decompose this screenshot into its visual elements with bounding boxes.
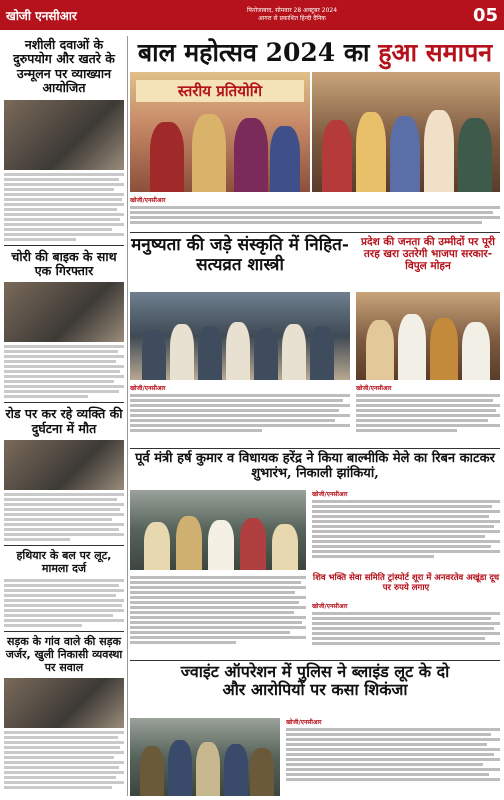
main-photo-crowd [312, 72, 500, 192]
bottom-headline-line2: और आरोपियों पर कसा शिकंजा [222, 680, 408, 700]
person-figure [170, 324, 194, 380]
person-figure [398, 314, 426, 380]
main-photo-stage [130, 72, 310, 192]
left-story5-text [4, 731, 124, 789]
person-figure [282, 324, 306, 380]
left-story4-text [4, 579, 124, 627]
person-figure [254, 328, 278, 380]
main-story-byline: खोजी/एनसीआर [130, 197, 166, 204]
person-figure [196, 742, 220, 796]
third-story-text [356, 384, 500, 444]
person-figure [366, 320, 394, 380]
fourth-story-continued-text [130, 574, 306, 656]
fourth-story-text [312, 490, 500, 570]
person-figure [458, 118, 492, 192]
fourth-story-photo [130, 490, 306, 570]
second-story-photo [130, 292, 350, 380]
edition-info [126, 7, 458, 23]
edition-date: फिरोजाबाद, सोमवार 28 अक्टूबर 2024 [246, 7, 338, 14]
person-figure [144, 522, 170, 570]
person-figure [142, 330, 166, 380]
person-figure [424, 110, 454, 192]
left-story1-headline: नशीली दवाओं के दुरुपयोग और खतरे के उन्मूलन पर व्याख्यान आयोजित [13, 37, 115, 96]
divider-main [130, 232, 500, 233]
person-figure [430, 318, 458, 380]
masthead [0, 0, 504, 30]
person-figure [192, 114, 226, 192]
bottom-headline-line1: ज्वाइंट ऑपरेशन में पुलिस ने ब्लाइंड लूट के दो [180, 662, 450, 681]
left-story1-photo [4, 100, 124, 170]
person-figure [250, 748, 274, 796]
second-story-text [130, 384, 350, 444]
person-figure [198, 326, 222, 380]
left-story5-headline: सड़क के गांव वाले की सड़क जर्जर, खुली निकासी व्यवस्था पर सवाल [5, 635, 123, 674]
second-story-headline: मनुष्यता की जड़े संस्कृति में निहित-सत्यव्रत शास्त्री [131, 235, 349, 275]
left-divider-2 [4, 402, 124, 403]
bottom-story-text [286, 718, 500, 796]
third-story-headline: प्रदेश की जनता की उम्मीदों पर पूरी तरह खरा उतरेगी भाजपा सरकार-विपुल मोहन [361, 236, 495, 273]
paper-name: खोजी एनसीआर [6, 8, 77, 23]
left-column [4, 36, 124, 796]
second-story-byline: खोजी/एनसीआर [130, 385, 166, 392]
fifth-story-text [312, 602, 500, 656]
left-story4-headline: हथियार के बल पर लूट, मामला दर्ज [16, 549, 112, 575]
person-figure [168, 740, 192, 796]
divider-bottom [130, 660, 500, 661]
third-story-byline: खोजी/एनसीआर [356, 385, 392, 392]
left-story3-text [4, 493, 124, 541]
person-figure [234, 118, 268, 192]
main-headline-part1: बाल महोत्सव 2024 का [137, 38, 370, 67]
column-divider [127, 36, 128, 796]
person-figure [150, 122, 184, 192]
left-divider-1 [4, 245, 124, 246]
fourth-story-byline: खोजी/एनसीआर [312, 491, 348, 498]
page-number: 05 [472, 4, 498, 26]
main-story-text [130, 196, 500, 230]
fourth-story-headline: पूर्व मंत्री हर्ष कुमार व विधायक हरेंद्र ने किया बाल्मीकि मेले का रिबन काटकर शुभारंभ, निकाली झांकियां, [135, 451, 495, 481]
third-story-photo [356, 292, 500, 380]
person-figure [240, 518, 266, 570]
person-figure [176, 516, 202, 570]
main-headline-part2: हुआ समापन [378, 38, 493, 67]
left-story1-text [4, 173, 124, 241]
person-figure [322, 120, 352, 192]
bottom-story-headline [130, 663, 500, 715]
divider-fourth [130, 448, 500, 449]
left-story2-headline: चोरी की बाइक के साथ एक गिरफ्तार [11, 248, 117, 278]
person-figure [462, 322, 490, 380]
left-story2-text [4, 345, 124, 398]
left-story3-headline: रोड पर कर रहे व्यक्ति की दुर्घटना में मौत [5, 406, 123, 436]
person-figure [270, 126, 300, 192]
person-figure [226, 322, 250, 380]
left-story3-photo [4, 440, 124, 490]
left-divider-4 [4, 631, 124, 632]
left-divider-3 [4, 545, 124, 546]
left-story5-photo [4, 678, 124, 728]
bottom-story-photo [130, 718, 280, 796]
person-figure [208, 520, 234, 570]
fifth-story-byline: खोजी/एनसीआर [312, 603, 348, 610]
person-figure [272, 524, 298, 570]
stage-banner: स्तरीय प्रतियोगि [136, 80, 304, 102]
person-figure [356, 112, 386, 192]
left-story2-photo [4, 282, 124, 342]
person-figure [140, 746, 164, 796]
person-figure [310, 326, 334, 380]
edition-subtitle: आगरा से प्रकाशित हिन्दी दैनिक [258, 15, 326, 22]
person-figure [390, 116, 420, 192]
person-figure [224, 744, 248, 796]
fifth-story-headline: शिव भक्ति सेवा समिति ट्रांस्पोर्ट शूरा में अनवरतेव अखूंडा दूध पर रुपये लगाए [312, 573, 500, 593]
main-headline [130, 36, 500, 70]
bottom-story-byline: खोजी/एनसीआर [286, 719, 322, 726]
